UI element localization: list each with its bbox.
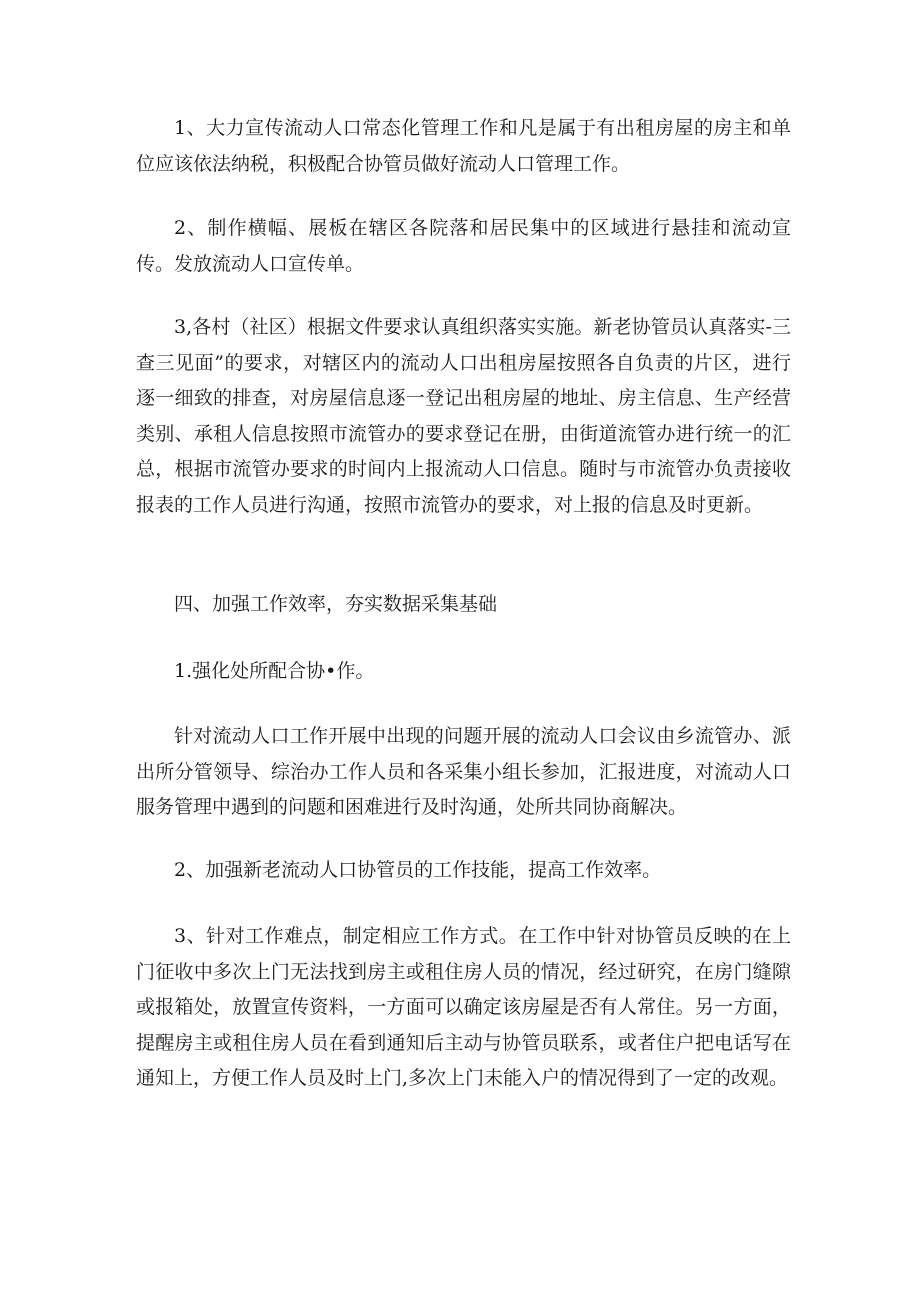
- paragraph-cooperation-title: 1.强化处所配合协•作。: [174, 660, 375, 682]
- paragraph-skills: 2、加强新老流动人口协管员的工作技能，提高工作效率。: [174, 859, 662, 881]
- section-heading-efficiency: 四、加强工作效率，夯实数据采集基础: [174, 593, 498, 615]
- paragraph-publicity: 1、大力宣传流动人口常态化管理工作和凡是属于有出租房屋的房主和单位应该依法纳税，积极配合协管员做好流动人口管理工作。: [136, 117, 791, 175]
- paragraph-village-implementation: 3,各村（社区）根据文件要求认真组织落实实施。新老协管员认真落实-三查三见面”的要求，对辖区内的流动人口出租房屋按照各自负责的片区，进行逐一细致的排查，对房屋信息逐一登记出租房屋的地址、房主信息、生产经营类别、承租人信息按照市流管办的要求登记在册，由街道流管办进行统一的汇总，根据市流管办要求的时间内上报流动人口信息。随时与市流管办负责接收报表的工作人员进行沟通，按照市流管办的要求，对上报的信息及时更新。: [136, 316, 791, 516]
- paragraph-difficulties: 3、针对工作难点，制定相应工作方式。在工作中针对协管员反映的在上门征收中多次上门无法找到房主或租住房人员的情况，经过研究，在房门缝隙或报箱处，放置宣传资料，一方面可以确定该房屋是否有人常住。另一方面，提醒房主或租住房人员在看到通知后主动与协管员联系，或者住户把电话写在通知上，方便工作人员及时上门,多次上门未能入户的情况得到了一定的改观。: [136, 925, 791, 1089]
- paragraph-banners: 2、制作横幅、展板在辖区各院落和居民集中的区域进行悬挂和流动宣传。发放流动人口宣传单。: [136, 217, 791, 275]
- paragraph-meeting: 针对流动人口工作开展中出现的问题开展的流动人口会议由乡流管办、派出所分管领导、综治办工作人员和各采集小组长参加，汇报进度，对流动人口服务管理中遇到的问题和困难进行及时沟通，处所共同协商解决。: [136, 725, 791, 818]
